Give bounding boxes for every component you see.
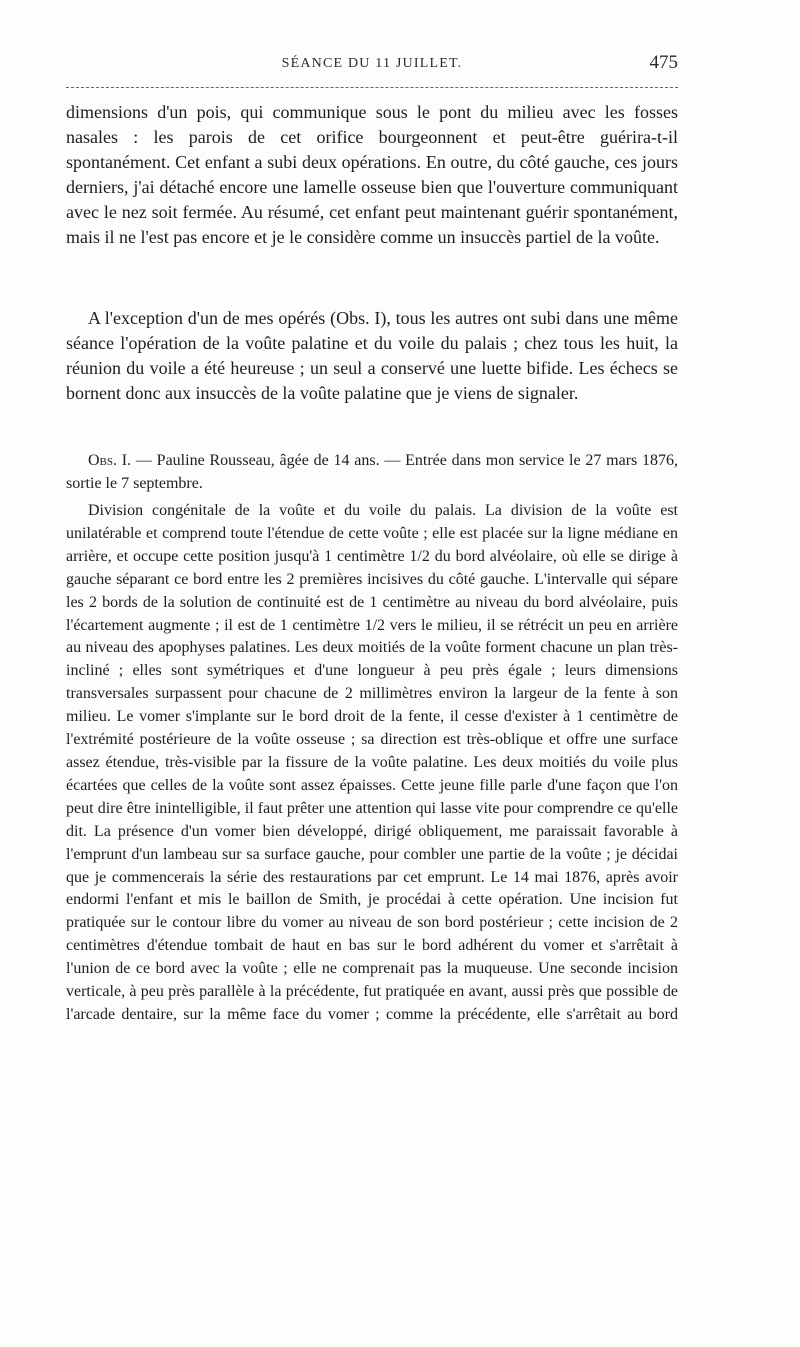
page-number: 475	[649, 52, 678, 73]
observation-label: Obs. I.	[88, 452, 132, 469]
running-head	[66, 50, 678, 80]
observation-heading	[66, 450, 678, 496]
paragraph-results: A l'exception d'un de mes opérés (Obs. I), tous les autres ont subi dans une même séance l'opération de la voûte palatine et du voile du palais ; chez tous les huit, la réunion du voile a été heureuse ; un seul a conservé une luette bifide. Les échecs se bornent donc aux insuccès de la voûte palatine que je viens de signaler.	[66, 308, 678, 403]
observation-body: Division congénitale de la voûte et du voile du palais. La division de la voûte est unilatérable et comprend toute l'étendue de cette voûte ; elle est placée sur la ligne médiane en arrière, et occupe cette position jusqu'à 1 centimètre 1/2 du bord alvéolaire, où elle se dirige à gauche séparant ce bord entre les 2 premières incisives du côté gauche. L'intervalle qui sépare les 2 bords de la solution de continuité est de 1 centimètre au niveau du bord alvéolaire, puis l'écartement augmente ; il est de 1 centimètre 1/2 vers le milieu, il se rétrécit un peu en arrière au niveau des apophyses palatines. Les deux moitiés de la voûte forment chacune un plan très-incliné ; elles sont symétriques et d'une longueur à peu près égale ; leurs dimensions transversales surpassent pour chacune de 2 millimètres environ la largeur de la fente à son milieu. Le vomer s'implante sur le bord droit de la fente, il cesse d'exister à 1 centimètre de l'extrémité postérieure de la voûte osseuse ; sa direction est très-oblique et offre une surface assez étendue, très-visible par la fissure de la voûte palatine. Les deux moitiés du voile plus écartées que celles de la voûte sont assez épaisses. Cette jeune fille parle d'une façon que l'on peut dire être inintelligible, il faut prêter une attention qui lasse vite pour comprendre ce qu'elle dit. La présence d'un vomer bien développé, dirigé obliquement, me paraissait favorable à l'emprunt d'un lambeau sur sa surface gauche, pour combler une partie de la voûte ; je décidai que je commencerais la série des restaurations par cet emprunt. Le 14 mai 1876, après avoir endormi l'enfant et mis le baillon de Smith, je procédai à cette opération. Une incision fut pratiquée sur le contour libre du vomer au niveau de son bord postérieur ; cette incision de 2 centimètres d'étendue tombait de haut en bas sur le bord adhérent du vomer et s'arrêtait à l'union de ce bord avec la voûte ; elle ne comprenait pas la muqueuse. Une seconde incision verticale, à peu près parallèle à la précédente, fut pratiquée en avant, aussi près que possible de l'arcade dentaire, sur la même face du vomer ; comme la précédente, elle s'arrêtait au bord	[66, 502, 678, 1023]
header-rule	[66, 87, 678, 88]
observation-heading-text: — Pauline Rousseau, âgée de 14 ans. — Entrée dans mon service le 27 mars 1876, sortie le 7 septembre.	[66, 452, 679, 492]
paragraph-continuation: dimensions d'un pois, qui communique sous le pont du milieu avec les fosses nasales : les parois de cet orifice bourgeonnent et peut-être guérira-t-il spontanément. Cet enfant a subi deux opérations. En outre, du côté gauche, ces jours derniers, j'ai détaché encore une lamelle osseuse bien que l'ouverture communiquant avec le nez soit fermée. Au résumé, cet enfant peut maintenant guérir spontanément, mais il ne l'est pas encore et je le considère comme un insuccès partiel de la voûte.	[66, 102, 678, 247]
running-title: SÉANCE DU 11 JUILLET.	[281, 56, 463, 71]
